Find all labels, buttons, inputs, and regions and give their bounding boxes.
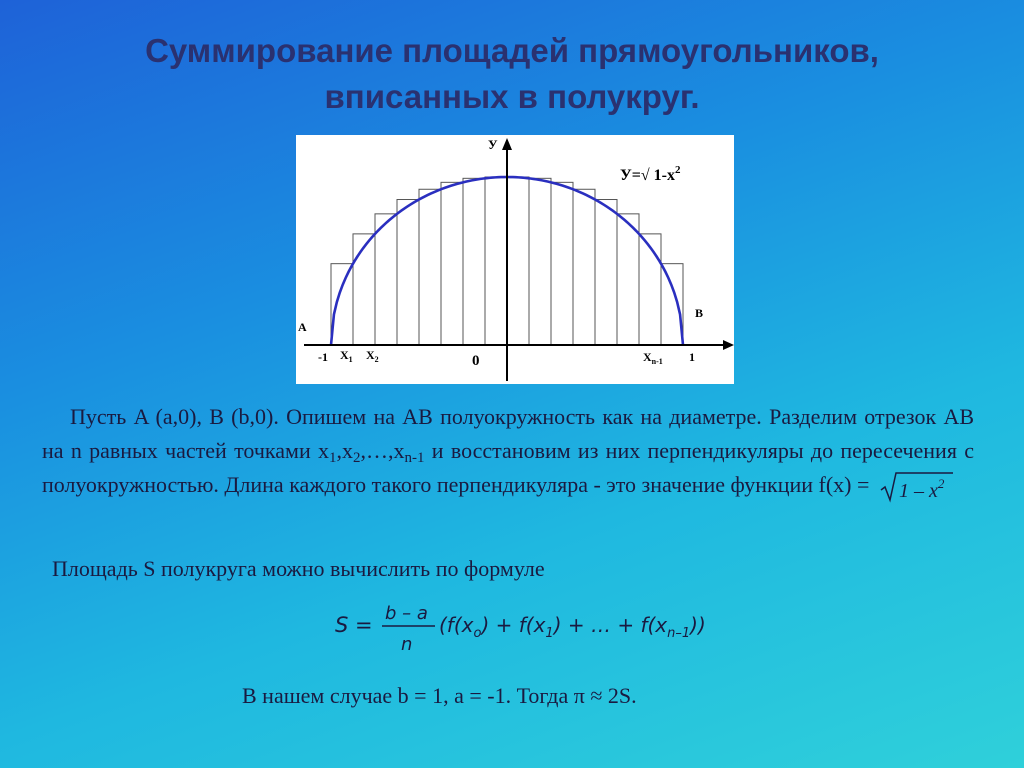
inscribed-rectangle <box>573 189 595 345</box>
point-b-label: B <box>695 306 704 320</box>
inscribed-rectangle <box>595 200 617 345</box>
semicircle-svg <box>296 135 734 384</box>
formula-denominator: n <box>401 634 413 655</box>
sub-1: 1 <box>329 450 337 466</box>
sqrt-expression <box>879 470 955 504</box>
svg-text:1 – x2: $1 - x^2$ <box>898 475 945 502</box>
inscribed-rectangle <box>529 178 551 345</box>
xn-1-label: $X_{n-1}$ <box>643 350 663 366</box>
inscribed-rectangle <box>551 182 573 345</box>
inscribed-rectangle <box>331 264 353 345</box>
x2-label: $X_2$ <box>366 348 379 364</box>
inscribed-rectangle <box>485 177 507 345</box>
inscribed-rectangle <box>639 234 661 345</box>
description-paragraph <box>42 400 974 504</box>
tick-minus-one: -1 <box>318 350 328 364</box>
inscribed-rectangle <box>353 234 375 345</box>
point-a-label: A <box>298 320 307 334</box>
inscribed-rectangle <box>441 182 463 345</box>
y-axis-label: У <box>488 137 498 152</box>
tick-one: 1 <box>689 350 695 364</box>
tick-zero: 0 <box>472 353 480 369</box>
inscribed-rectangle <box>617 214 639 345</box>
slide-title <box>0 28 1024 120</box>
y-axis-arrow <box>502 138 512 150</box>
inscribed-rectangle <box>661 264 683 345</box>
formula-lhs: S = <box>335 613 373 637</box>
inscribed-rectangle <box>375 214 397 345</box>
para-sep-2: ,…,x <box>360 438 405 463</box>
formula-numerator: b – a <box>385 603 428 624</box>
sub-n-1: n-1 <box>404 450 425 466</box>
title-line-2: вписанных в полукруг. <box>324 78 700 115</box>
semicircle-diagram <box>296 135 734 384</box>
inscribed-rectangle <box>507 177 529 345</box>
equation-label: У=√ $1-х^2$ <box>620 164 681 184</box>
inscribed-rectangle <box>397 200 419 345</box>
para-text-2: и восстановим из них перпендикуляры до пересечения с полуокружностью. Длина каждого такого перпендикуляра - это значение функции f(x) = <box>42 438 974 497</box>
conclusion-sentence: В нашем случае b = 1, a = -1. Тогда π ≈ 2S. <box>242 683 637 708</box>
area-formula <box>335 598 755 658</box>
x1-label: $X_1$ <box>340 348 353 364</box>
sub-2: 2 <box>353 450 361 466</box>
area-sentence: Площадь S полукруга можно вычислить по формуле <box>52 556 545 581</box>
para-text-1: Пусть A (a,0), B (b,0). Опишем на AB полуокружность как на диаметре. Разделим отрезок AB на n равных частей точками x <box>42 404 974 463</box>
x-axis-arrow <box>723 340 734 350</box>
title-line-1: Суммирование площадей прямоугольников, <box>145 32 879 69</box>
formula-sum: ($f(x_o) + f(x_1)$ + … + $f(x_{n-1})$) <box>439 613 706 641</box>
para-sep-1: ,x <box>336 438 354 463</box>
inscribed-rectangle <box>463 178 485 345</box>
inscribed-rectangle <box>419 189 441 345</box>
